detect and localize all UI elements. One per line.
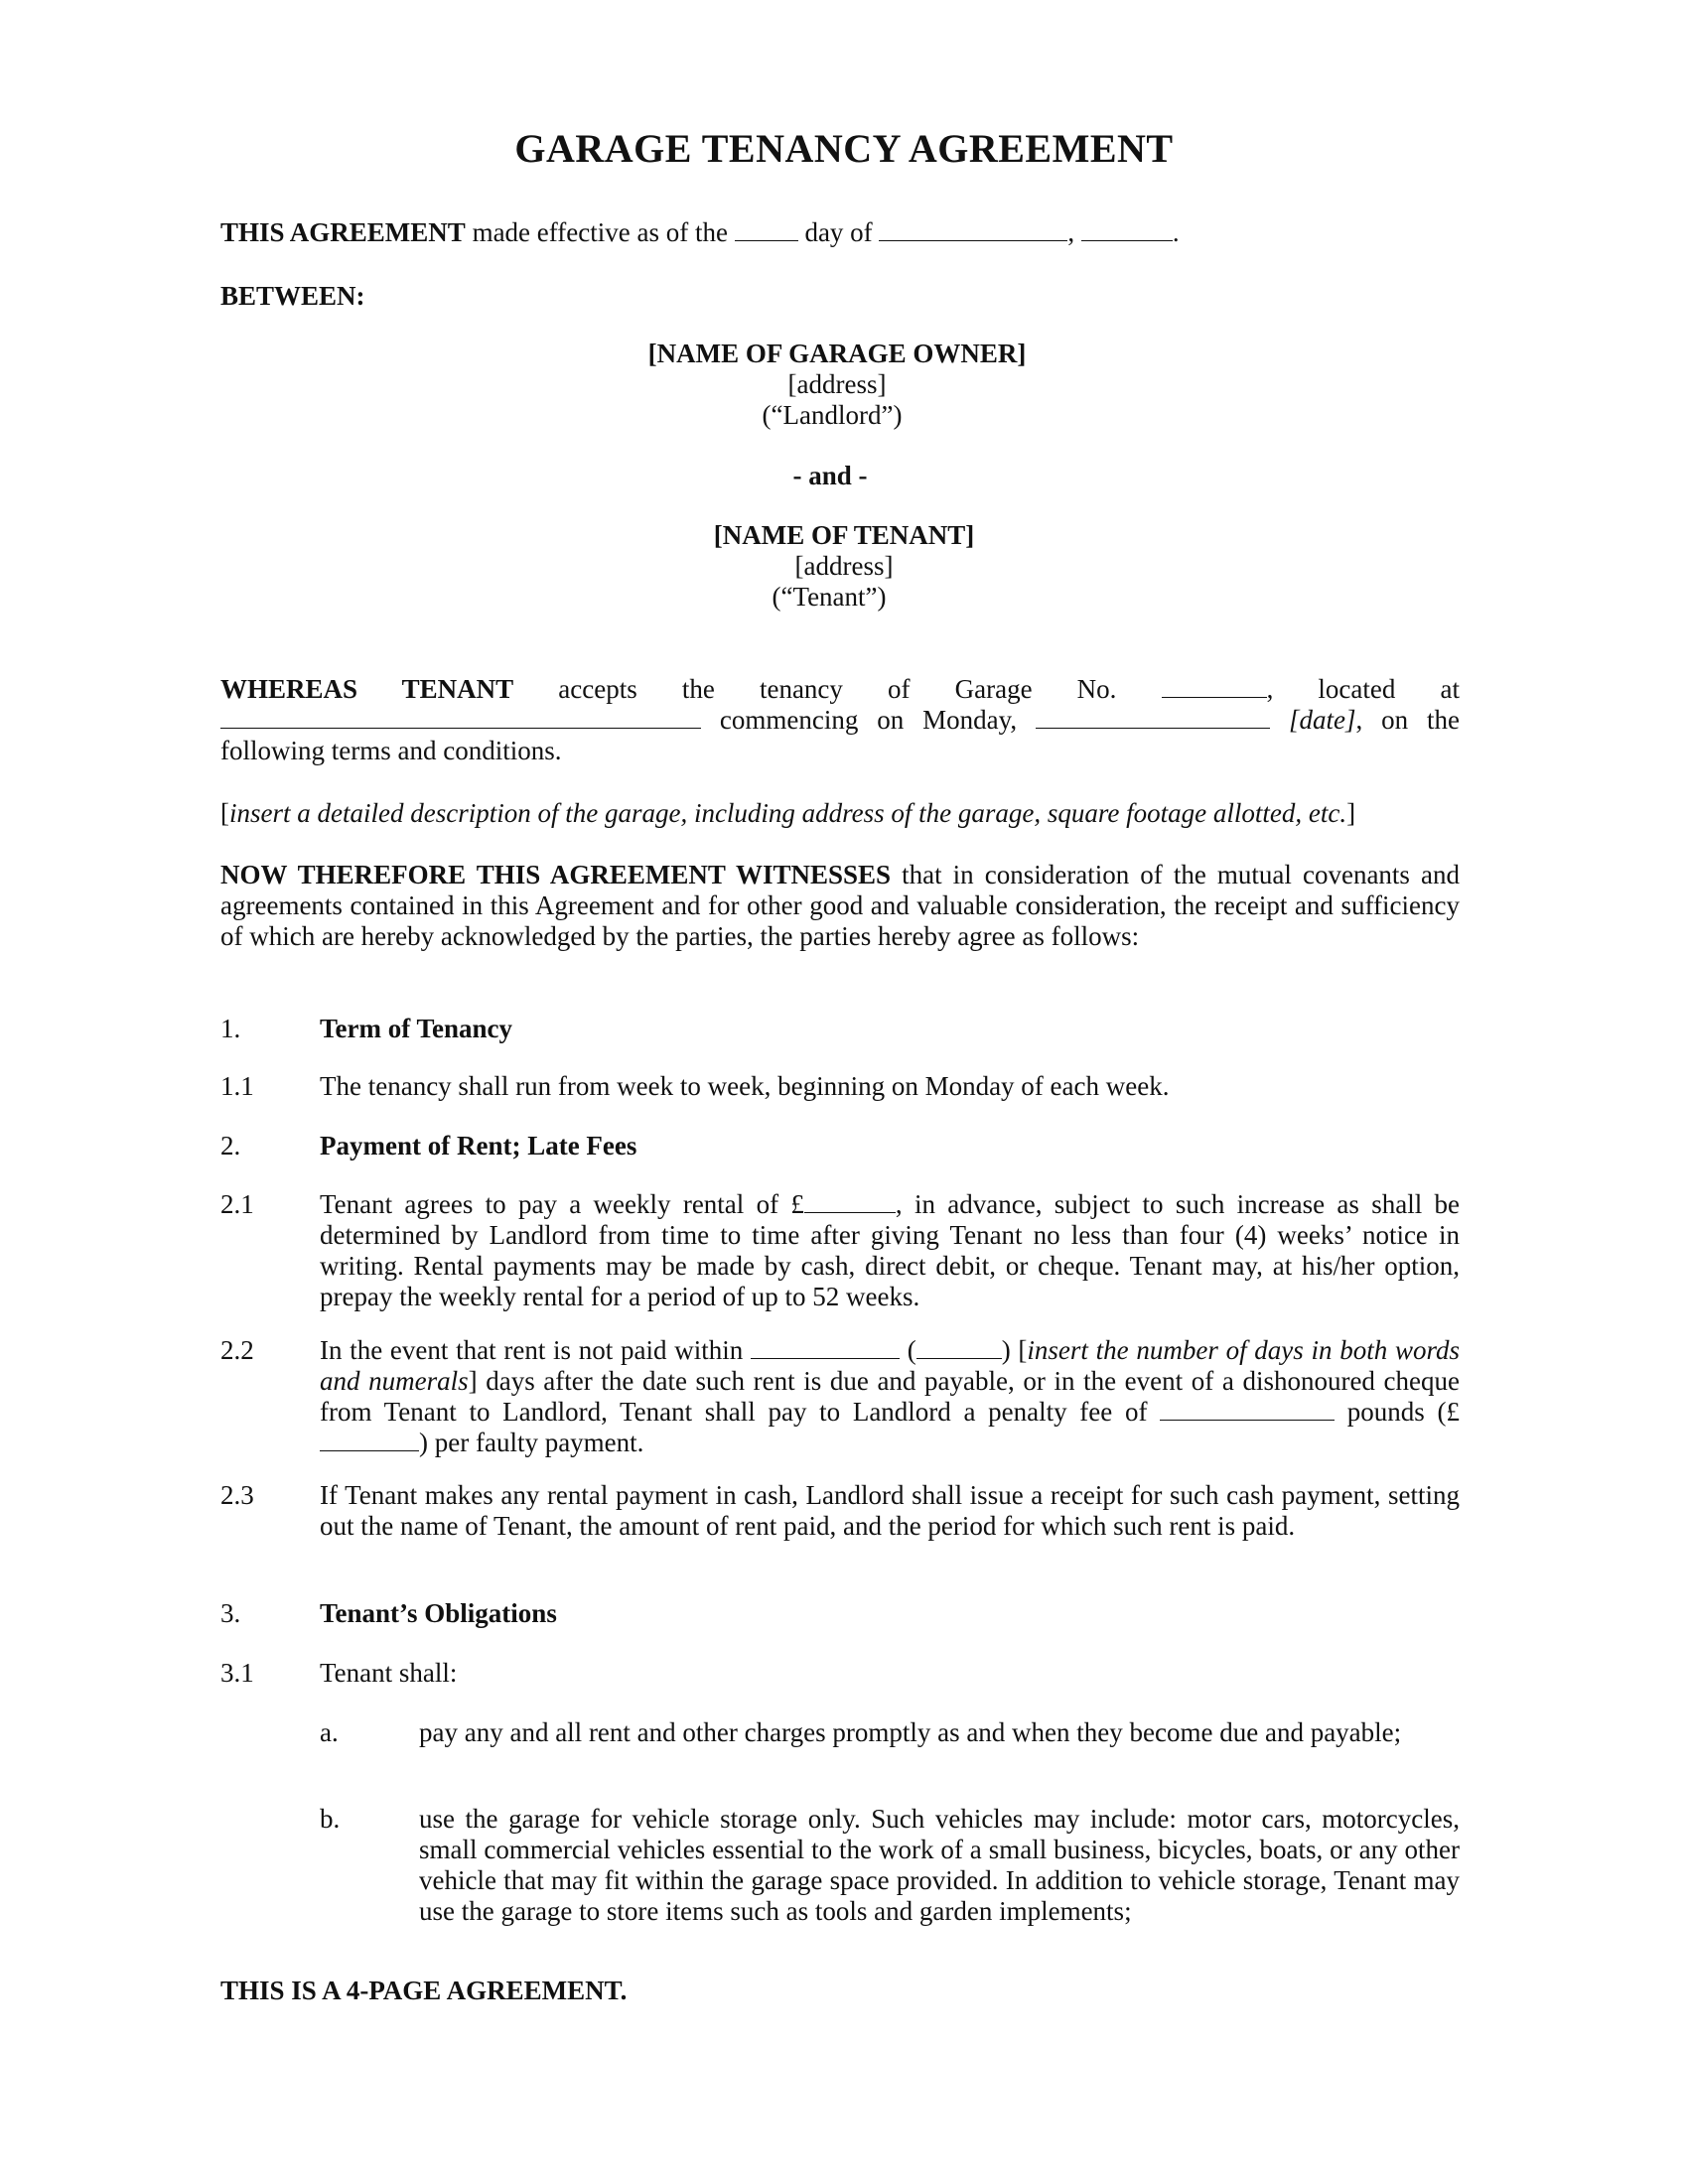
- section-2-heading: Payment of Rent; Late Fees: [320, 1131, 637, 1160]
- section-3-number: 3.: [220, 1598, 241, 1628]
- clause-2-2-text: In the event that rent is not paid within ( ) [insert the number of days in both words and numerals] days after the date such rent is due and payable, or in the event of a dishonoured cheque from Tenant to Landlord, Tenant shall pay to Landlord a penalty fee of pounds (£) per faulty payment.: [320, 1335, 1460, 1457]
- clause-1-1-number: 1.1: [220, 1071, 254, 1101]
- penalty-amount-blank: [320, 1429, 419, 1451]
- list-item-text: pay any and all rent and other charges promptly as and when they become due and payable;: [419, 1717, 1402, 1747]
- tenant-block: [0, 520, 1688, 613]
- clause-2-1-number: 2.1: [220, 1189, 254, 1219]
- clause-3-1-number: 3.1: [220, 1658, 254, 1688]
- between-label: BETWEEN:: [220, 281, 365, 311]
- tenant-address: [address]: [794, 551, 894, 581]
- month-blank: [879, 218, 1067, 241]
- landlord-address: [address]: [787, 369, 887, 399]
- year-blank: [1081, 218, 1173, 241]
- weekly-rent-blank: [804, 1190, 896, 1213]
- tenant-name: [NAME OF TENANT]: [713, 520, 975, 550]
- landlord-name: [NAME OF GARAGE OWNER]: [647, 339, 1027, 368]
- landlord-role: (“Landlord”): [762, 400, 903, 430]
- day-blank: [735, 218, 798, 241]
- intro-paragraph: THIS AGREEMENT made effective as of the day of , .: [220, 217, 1180, 247]
- days-words-blank: [751, 1336, 900, 1359]
- clause-3-1-text: Tenant shall:: [320, 1658, 458, 1688]
- start-date-blank: [1036, 706, 1270, 729]
- list-item-label: b.: [320, 1804, 341, 1834]
- days-numerals-blank: [916, 1336, 1002, 1359]
- clause-2-3-number: 2.3: [220, 1480, 254, 1510]
- clause-2-3-text: If Tenant makes any rental payment in cash, Landlord shall issue a receipt for such cash payment, setting out the name of Tenant, the amount of rent paid, and the period for which such rent is paid.: [320, 1480, 1460, 1541]
- list-item-label: a.: [320, 1717, 339, 1747]
- clause-2-1-text: Tenant agrees to pay a weekly rental of £ , in advance, subject to such increase as shall be determined by Landlord from time to time after giving Tenant no less than four (4) weeks’ notice in writing. Rental payments may be made by cash, direct debit, or cheque. Tenant may, at his/her option, prepay the weekly rental for a period of up to 52 weeks.: [320, 1189, 1461, 1311]
- penalty-words-blank: [1160, 1398, 1335, 1421]
- page-count-notice: THIS IS A 4-PAGE AGREEMENT.: [220, 1976, 628, 2005]
- section-1-heading: Term of Tenancy: [320, 1014, 513, 1043]
- whereas-lead: WHEREAS TENANT: [220, 674, 514, 704]
- document-title: GARAGE TENANCY AGREEMENT: [514, 126, 1174, 171]
- intro-lead: THIS AGREEMENT: [220, 217, 466, 247]
- clause-1-1-text: The tenancy shall run from week to week, beginning on Monday of each week.: [320, 1071, 1170, 1101]
- section-1-number: 1.: [220, 1014, 241, 1043]
- tenant-role: (“Tenant”): [772, 582, 887, 612]
- clause-2-2-number: 2.2: [220, 1335, 254, 1365]
- whereas-paragraph: WHEREAS TENANT accepts the tenancy of Garage No. , located at commencing on Monday, [date], on the following terms and conditions.: [220, 674, 1460, 765]
- section-2-number: 2.: [220, 1131, 241, 1160]
- witnesses-paragraph: NOW THEREFORE THIS AGREEMENT WITNESSES that in consideration of the mutual covenants and agreements contained in this Agreement and for other good and valuable consideration, the receipt and sufficiency of which are hereby acknowledged by the parties, the parties hereby agree as follows:: [220, 860, 1461, 951]
- and-separator: - and -: [792, 461, 868, 490]
- garage-description-note: [insert a detailed description of the garage, including address of the garage, square footage allotted, etc.]: [220, 798, 1356, 828]
- landlord-block: [0, 339, 1688, 431]
- section-3-heading: Tenant’s Obligations: [320, 1598, 557, 1628]
- garage-number-blank: [1162, 675, 1267, 698]
- location-blank: [220, 706, 701, 729]
- witnesses-lead: NOW THEREFORE THIS AGREEMENT WITNESSES: [220, 860, 892, 889]
- list-item-text: use the garage for vehicle storage only. Such vehicles may include: motor cars, motorcycles, small commercial vehicles essential to the work of a small business, bicycles, boats, or any other vehicle that may fit within the garage space provided. In addition to vehicle storage, Tenant may use the garage to store items such as tools and garden implements;: [419, 1804, 1460, 1926]
